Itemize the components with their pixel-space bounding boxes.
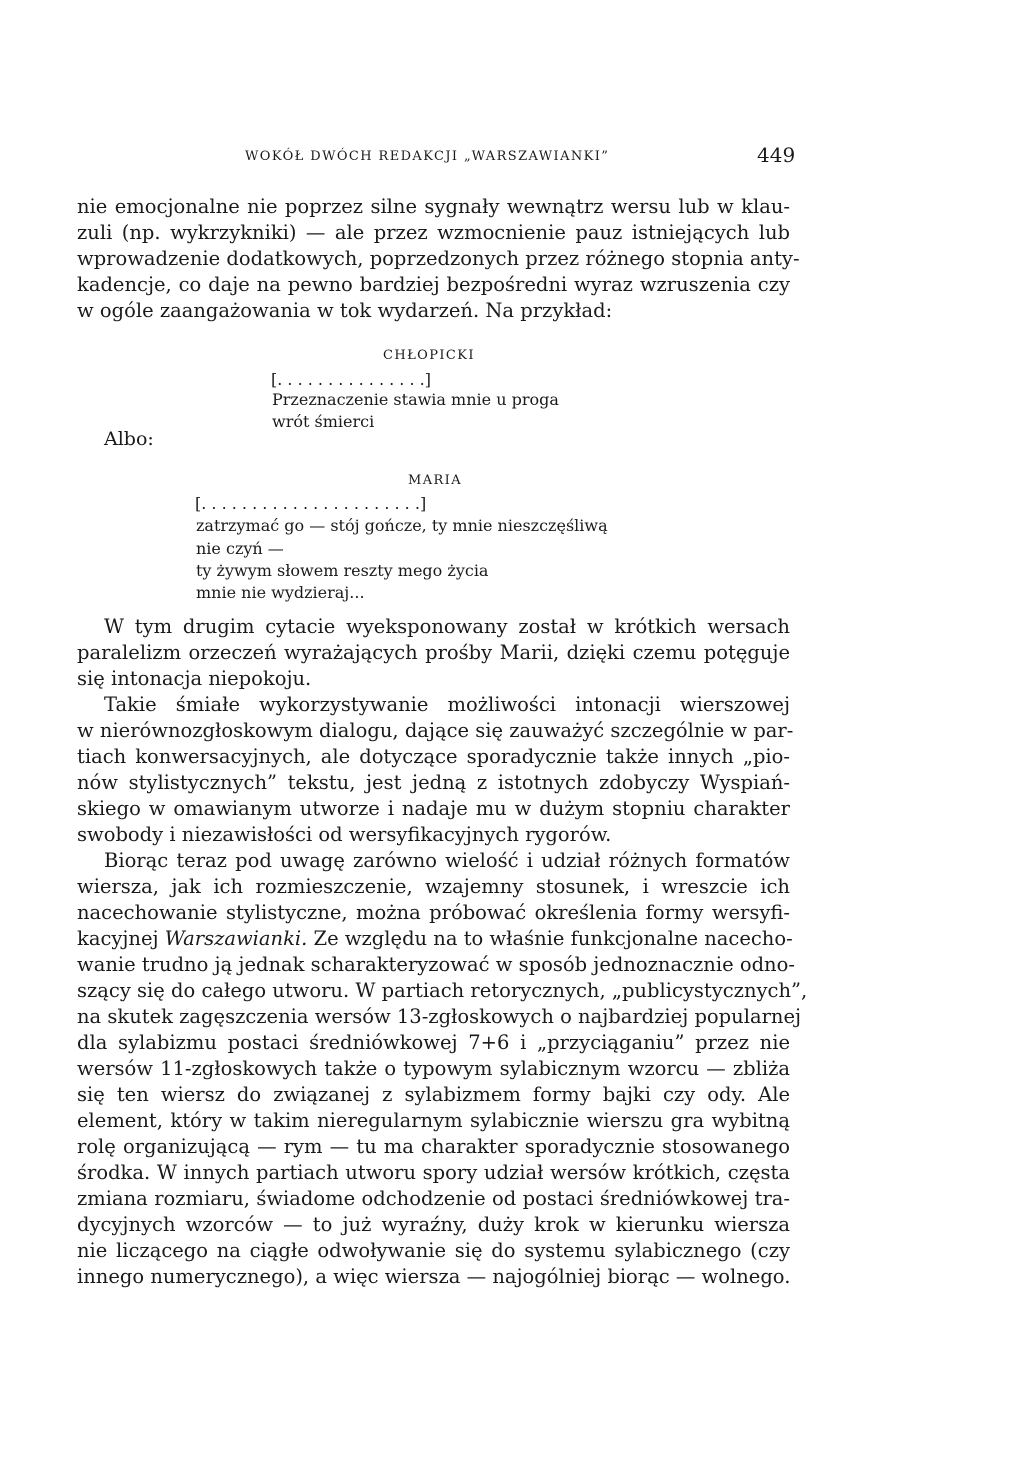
text-line: się ten wiersz do związanej z sylabizmem formy bajki czy ody. Ale (77, 1083, 790, 1106)
text-line: się intonacja niepokoju. (77, 667, 312, 690)
text-line: skiego w omawianym utworze i nadaje mu w dużym stopniu charakter (77, 797, 790, 820)
paragraph-1 (77, 194, 800, 324)
speaker-name-maria: MARIA (408, 473, 463, 488)
text-line: tiach konwersacyjnych, ale dotyczące sporadycznie także innych „pio- (77, 745, 790, 768)
page-number: 449 (757, 143, 796, 167)
text-fragment: Ze względu na to właśnie funkcjonalne nacecho- (307, 927, 793, 950)
text-line: element, który w takim nieregularnym sylabicznie wierszu gra wybitną (77, 1109, 790, 1132)
text-line: na skutek zagęszczenia wersów 13-zgłoskowych o najbardziej popularnej (77, 1005, 802, 1028)
text-line: kadencje, co daje na pewno bardziej bezpośredni wyraz wzruszenia czy (77, 273, 790, 296)
albo-label: Albo: (104, 428, 154, 450)
paragraph-3 (77, 692, 794, 848)
text-line: szący się do całego utworu. W partiach retorycznych, „publicystycznych”, (77, 979, 808, 1002)
text-line: w nierównozgłoskowym dialogu, dające się zauważyć szczególnie w par- (77, 719, 794, 742)
text-line: nie emocjonalne nie poprzez silne sygnały wewnątrz wersu lub w klau- (77, 195, 790, 218)
text-line: W tym drugim cytacie wyeksponowany został w krótkich wersach (104, 615, 790, 638)
verse-line: Przeznaczenie stawia mnie u proga (272, 390, 559, 409)
paragraph-2 (77, 614, 790, 692)
text-line: paralelizm orzeczeń wyrażających prośby Marii, dzięki czemu potęguje (77, 641, 790, 664)
verse-line: mnie nie wydzieraj... (196, 583, 365, 602)
text-line: zmiana rozmiaru, świadome odchodzenie od postaci średniówkowej tra- (77, 1187, 790, 1210)
text-line: wanie trudno ją jednak scharakteryzować w sposób jednoznacznie odno- (77, 953, 795, 976)
running-head: WOKÓŁ DWÓCH REDAKCJI „WARSZAWIANKI” (245, 149, 610, 164)
title-warszawianka: Warszawianki. (164, 927, 308, 950)
text-line: nacechowanie stylistyczne, można próbować określenia formy wersyfi- (77, 901, 790, 924)
text-line: wersów 11-zgłoskowych także o typowym sylabicznym wzorcu — zbliża (77, 1057, 790, 1080)
omission-marker: [. . . . . . . . . . . . . . .] (271, 370, 431, 389)
verse-line: wrót śmierci (272, 412, 375, 431)
text-line: nie liczącego na ciągłe odwoływanie się do systemu sylabicznego (czy (77, 1239, 790, 1262)
text-line: swobody i niezawisłości od wersyfikacyjnych rygorów. (77, 823, 612, 846)
text-line (77, 926, 793, 952)
text-line: innego numerycznego), a więc wiersza — najogólniej biorąc — wolnego. (77, 1265, 791, 1288)
verse-line: zatrzymać go — stój gończe, ty mnie nieszczęśliwą (196, 516, 608, 535)
text-line: dla sylabizmu postaci średniówkowej 7+6 i „przyciąganiu” przez nie (77, 1031, 790, 1054)
text-line: rolę organizującą — rym — tu ma charakter sporadycznie stosowanego (77, 1135, 790, 1158)
text-line: dycyjnych wzorców — to już wyraźny, duży krok w kierunku wiersza (77, 1213, 790, 1236)
verse-line: ty żywym słowem reszty mego życia (196, 561, 489, 580)
speaker-name-chlopicki: CHŁOPICKI (383, 348, 475, 363)
paragraph-4 (77, 848, 808, 1290)
text-line: zuli (np. wykrzykniki) — ale przez wzmocnienie pauz istniejących lub (77, 221, 790, 244)
text-line: nów stylistycznych” tekstu, jest jedną z istotnych zdobyczy Wyspiań- (77, 771, 790, 794)
text-line: wiersza, jak ich rozmieszczenie, wzajemny stosunek, i wreszcie ich (77, 875, 790, 898)
text-line: Biorąc teraz pod uwagę zarówno wielość i udział różnych formatów (104, 849, 790, 872)
text-line: wprowadzenie dodatkowych, poprzedzonych przez różnego stopnia anty- (77, 247, 800, 270)
text-line: w ogóle zaangażowania w tok wydarzeń. Na przykład: (77, 299, 613, 322)
text-line: Takie śmiałe wykorzystywanie możliwości intonacji wierszowej (104, 693, 790, 716)
omission-marker: [. . . . . . . . . . . . . . . . . . . . . .] (195, 494, 427, 513)
verse-line: nie czyń — (196, 539, 284, 558)
text-fragment: kacyjnej (77, 927, 165, 950)
text-line: środka. W innych partiach utworu spory udział wersów krótkich, częsta (77, 1161, 790, 1184)
